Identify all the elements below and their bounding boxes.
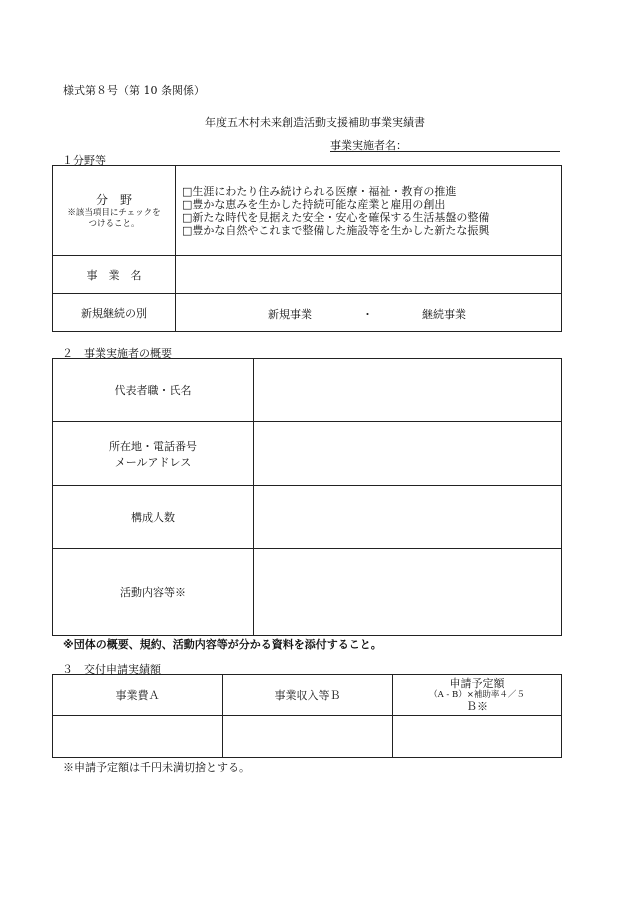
activity-details-label: 活動内容等※	[53, 549, 254, 636]
section2-heading: ２ 事業実施者の概要	[62, 347, 172, 360]
planned-amount-header	[393, 675, 562, 716]
planned-amount-input[interactable]	[393, 716, 562, 758]
category-label: 新規継続の別	[53, 294, 176, 332]
implementer-name-field[interactable]	[330, 137, 560, 152]
section1-table	[52, 165, 562, 332]
address-contact-input[interactable]	[254, 422, 562, 486]
document-title: 年度五木村未来創造活動支援補助事業実績書	[205, 116, 425, 129]
category-new-option[interactable]: 新規事業	[268, 308, 312, 321]
category-continue-option[interactable]: 継続事業	[422, 308, 466, 321]
field-option-medical[interactable]: □生涯にわたり住み続けられる医療・福祉・教育の推進	[182, 184, 457, 198]
field-option-infrastructure[interactable]: □新たな時代を見据えた安全・安心を確保する生活基盤の整備	[182, 210, 490, 224]
field-label: 分 野	[95, 193, 132, 207]
project-cost-input[interactable]	[53, 716, 223, 758]
project-income-header: 事業収入等Ｂ	[223, 675, 393, 716]
address-contact-label: 所在地・電話番号 メールアドレス	[53, 422, 254, 486]
implementer-name-label: 事業実施者名：	[330, 139, 407, 152]
member-count-label: 構成人数	[53, 486, 254, 549]
project-cost-header: 事業費Ａ	[53, 675, 223, 716]
planned-amount-suffix: Ｂ※	[466, 699, 488, 713]
category-separator: ・	[362, 308, 373, 321]
section3-note: ※申請予定額は千円未満切捨とする。	[63, 761, 250, 774]
field-options-cell	[176, 166, 562, 256]
project-name-label: 事 業 名	[53, 256, 176, 294]
activity-details-input[interactable]	[254, 549, 562, 636]
form-number: 様式第８号（第 10 条関係）	[63, 84, 205, 97]
planned-amount-title: 申請予定額	[449, 676, 505, 690]
section3-heading: ３ 交付申請実績額	[62, 663, 161, 676]
representative-label: 代表者職・氏名	[53, 359, 254, 422]
project-name-input[interactable]	[176, 256, 562, 294]
field-note: ※該当項目にチェックを つけること。	[67, 208, 161, 229]
field-label-cell	[53, 166, 176, 256]
field-option-industry[interactable]: □豊かな恵みを生かした持続可能な産業と雇用の創出	[182, 197, 446, 211]
section2-table	[52, 358, 562, 636]
section2-note: ※団体の概要、規約、活動内容等が分かる資料を添付すること。	[63, 638, 382, 651]
representative-input[interactable]	[254, 359, 562, 422]
planned-amount-formula: （A - B）×補助率４／５	[429, 689, 525, 700]
field-option-nature[interactable]: □豊かな自然やこれまで整備した施設等を生かした新たな振興	[182, 223, 490, 237]
category-cell	[176, 294, 562, 332]
project-income-input[interactable]	[223, 716, 393, 758]
section3-table	[52, 674, 562, 758]
section1-heading: １分野等	[62, 154, 106, 167]
member-count-input[interactable]	[254, 486, 562, 549]
